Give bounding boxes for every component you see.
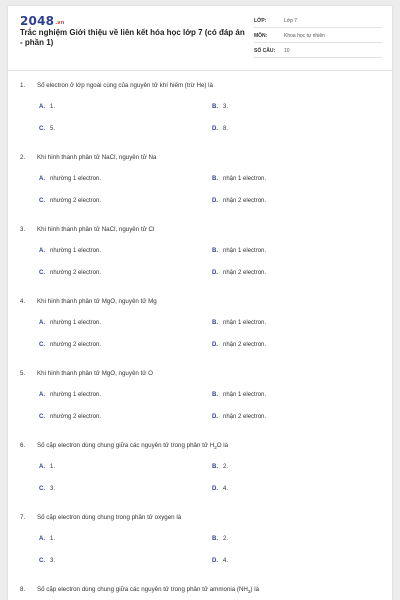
option-text: 5. xyxy=(50,126,56,132)
question-stem: Số cặp electron dùng chung giữa các nguyên tử trong phân tử ammonia (NH xyxy=(37,586,248,593)
logo-text: 2048 xyxy=(20,14,55,28)
option-c[interactable] xyxy=(39,486,55,492)
question-stem: Khi hình thành phân tử NaCl, nguyên tử Na xyxy=(37,154,157,161)
option-text: nhận 1 electron. xyxy=(223,392,267,398)
option-d[interactable] xyxy=(212,126,228,132)
option-b[interactable] xyxy=(212,536,228,542)
question-stem-end: O là xyxy=(216,442,229,449)
option-text: 2. xyxy=(223,464,229,470)
question-stem: Khi hình thành phân tử MgO, nguyên tử O xyxy=(37,370,153,377)
option-letter: D. xyxy=(212,414,218,420)
option-text: nhường 1 electron. xyxy=(50,248,101,254)
option-text: nhận 1 electron. xyxy=(223,320,267,326)
question-text xyxy=(20,586,380,594)
option-a[interactable] xyxy=(39,536,55,542)
question-text xyxy=(20,154,380,161)
meta-row-count xyxy=(254,44,382,58)
option-text: nhường 2 electron. xyxy=(50,198,101,204)
question-number: 6. xyxy=(20,442,26,449)
option-letter: D. xyxy=(212,198,218,204)
option-letter: B. xyxy=(212,536,218,542)
option-c[interactable] xyxy=(39,558,55,564)
meta-key: LỚP: xyxy=(254,17,267,24)
option-text: nhường 2 electron. xyxy=(50,342,101,348)
option-letter: A. xyxy=(39,392,45,398)
option-letter: B. xyxy=(212,464,218,470)
option-a[interactable] xyxy=(39,104,55,110)
option-b[interactable] xyxy=(212,464,228,470)
option-letter: B. xyxy=(212,248,218,254)
option-c[interactable] xyxy=(39,414,101,420)
option-text: nhận 2 electron. xyxy=(223,342,267,348)
option-letter: B. xyxy=(212,320,218,326)
option-a[interactable] xyxy=(39,320,101,326)
question-stem: Số cặp electron dùng chung giữa các nguyên tử trong phân tử H xyxy=(37,442,215,449)
option-a[interactable] xyxy=(39,392,101,398)
option-text: nhận 2 electron. xyxy=(223,414,267,420)
question-text xyxy=(20,514,380,521)
option-a[interactable] xyxy=(39,176,101,182)
option-d[interactable] xyxy=(212,198,266,204)
question-text xyxy=(20,370,380,377)
option-d[interactable] xyxy=(212,414,266,420)
question-number: 2. xyxy=(20,154,26,161)
option-text: 1. xyxy=(50,536,56,542)
quiz-sheet xyxy=(8,6,392,600)
option-b[interactable] xyxy=(212,176,266,182)
quiz-header xyxy=(8,6,392,68)
question-list xyxy=(8,82,392,600)
logo-suffix: .vn xyxy=(55,20,65,26)
option-c[interactable] xyxy=(39,126,55,132)
option-letter: C. xyxy=(39,126,45,132)
option-letter: C. xyxy=(39,486,45,492)
meta-key: SỐ CÂU: xyxy=(254,47,276,54)
option-text: nhận 2 electron. xyxy=(223,198,267,204)
question-text xyxy=(20,298,380,305)
question-number: 8. xyxy=(20,586,26,593)
option-letter: C. xyxy=(39,198,45,204)
option-text: nhận 1 electron. xyxy=(223,176,267,182)
option-letter: C. xyxy=(39,270,45,276)
question-stem: Số cặp electron dùng chung trong phân tử oxygen là xyxy=(37,514,182,521)
option-text: nhường 2 electron. xyxy=(50,270,101,276)
option-d[interactable] xyxy=(212,342,266,348)
meta-key: MÔN: xyxy=(254,32,268,39)
question-number: 7. xyxy=(20,514,26,521)
site-logo[interactable] xyxy=(20,14,65,28)
meta-row-subject xyxy=(254,29,382,43)
option-d[interactable] xyxy=(212,270,266,276)
option-letter: A. xyxy=(39,464,45,470)
question-7 xyxy=(8,514,392,586)
option-c[interactable] xyxy=(39,198,101,204)
question-stem: Khi hình thành phân tử NaCl, nguyên tử Cl xyxy=(37,226,155,233)
subscript: 3 xyxy=(247,589,251,595)
question-stem-end: ) là xyxy=(250,586,260,593)
option-text: nhường 1 electron. xyxy=(50,320,101,326)
option-text: 4. xyxy=(223,486,229,492)
option-letter: A. xyxy=(39,176,45,182)
option-text: nhường 1 electron. xyxy=(50,176,101,182)
option-text: nhận 2 electron. xyxy=(223,270,267,276)
option-d[interactable] xyxy=(212,558,228,564)
option-text: nhận 1 electron. xyxy=(223,248,267,254)
option-letter: C. xyxy=(39,414,45,420)
option-b[interactable] xyxy=(212,104,228,110)
option-letter: D. xyxy=(212,126,218,132)
question-3 xyxy=(8,226,392,298)
question-stem: Khi hình thành phân tử MgO, nguyên tử Mg xyxy=(37,298,157,305)
option-text: 1. xyxy=(50,464,56,470)
meta-value: 10 xyxy=(284,47,290,54)
option-letter: D. xyxy=(212,486,218,492)
option-text: nhường 1 electron. xyxy=(50,392,101,398)
question-5 xyxy=(8,370,392,442)
question-8 xyxy=(8,586,392,600)
option-letter: B. xyxy=(212,392,218,398)
option-letter: D. xyxy=(212,270,218,276)
question-6 xyxy=(8,442,392,514)
option-letter: D. xyxy=(212,558,218,564)
meta-value: Lớp 7 xyxy=(284,17,298,24)
meta-value: Khoa học tự nhiên xyxy=(284,32,325,39)
option-b[interactable] xyxy=(212,248,266,254)
question-number: 1. xyxy=(20,82,26,89)
option-letter: A. xyxy=(39,320,45,326)
option-letter: C. xyxy=(39,558,45,564)
option-text: nhường 2 electron. xyxy=(50,414,101,420)
option-letter: C. xyxy=(39,342,45,348)
question-number: 4. xyxy=(20,298,26,305)
option-text: 3. xyxy=(50,486,56,492)
option-text: 4. xyxy=(223,558,229,564)
meta-row-class xyxy=(254,14,382,28)
question-text xyxy=(20,82,380,89)
question-text xyxy=(20,226,380,233)
question-stem: Số electron ở lớp ngoài cùng của nguyên tử khí hiếm (trừ He) là xyxy=(37,82,213,89)
header-divider xyxy=(8,70,392,71)
option-d[interactable] xyxy=(212,486,228,492)
option-text: 3. xyxy=(223,104,229,110)
option-b[interactable] xyxy=(212,392,266,398)
question-text xyxy=(20,442,380,450)
option-b[interactable] xyxy=(212,320,266,326)
question-4 xyxy=(8,298,392,370)
option-a[interactable] xyxy=(39,464,55,470)
option-c[interactable] xyxy=(39,342,101,348)
option-c[interactable] xyxy=(39,270,101,276)
option-text: 3. xyxy=(50,558,56,564)
option-letter: A. xyxy=(39,536,45,542)
option-text: 8. xyxy=(223,126,229,132)
question-number: 5. xyxy=(20,370,26,377)
subscript: 2 xyxy=(214,445,217,451)
question-number: 3. xyxy=(20,226,26,233)
option-letter: A. xyxy=(39,104,45,110)
option-text: 1. xyxy=(50,104,56,110)
quiz-meta xyxy=(254,14,382,59)
question-2 xyxy=(8,154,392,226)
option-letter: B. xyxy=(212,176,218,182)
option-letter: D. xyxy=(212,342,218,348)
option-a[interactable] xyxy=(39,248,101,254)
option-text: 2. xyxy=(223,536,229,542)
question-1 xyxy=(8,82,392,154)
quiz-title: Trắc nghiệm Giới thiệu về liên kết hóa học lớp 7 (có đáp án - phần 1) xyxy=(20,28,245,47)
option-letter: A. xyxy=(39,248,45,254)
option-letter: B. xyxy=(212,104,218,110)
